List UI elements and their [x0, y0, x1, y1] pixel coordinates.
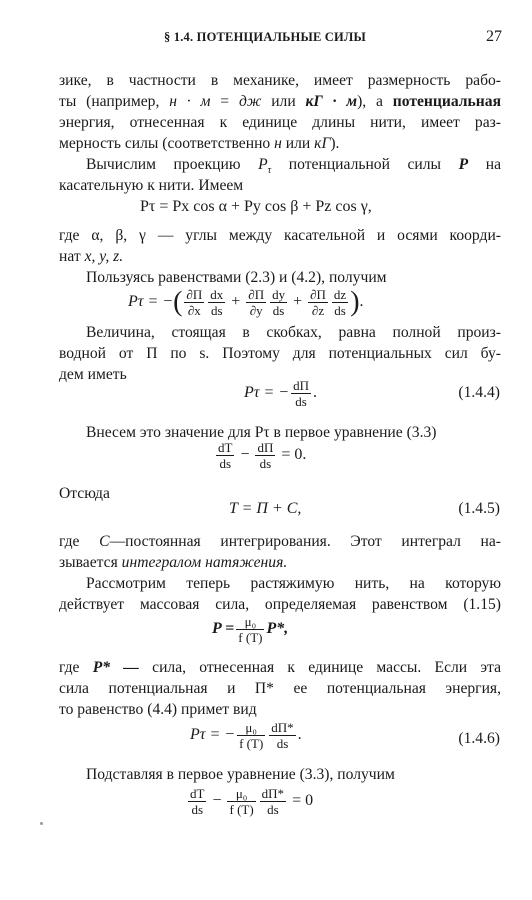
equation-1-4-5: T = П + C, [229, 500, 302, 517]
text-line: то равенство (4.4) примет вид [59, 701, 257, 718]
text-line: Внесем это значение для Pτ в первое уравнение (3.3) [86, 424, 437, 441]
text-line: где P* — сила, отнесенная к единице массы. Если эта [59, 659, 501, 676]
text-line: где C—постоянная интегрирования. Этот интеграл на- [59, 533, 501, 550]
text-line: Рассмотрим теперь растяжимую нить, на которую [86, 575, 501, 592]
equation-number: (1.4.6) [458, 730, 500, 747]
equation-derivative: Pτ = −( $\frac{\partial П}{\partial x}$ $\frac{dx}{ds}$ + $\frac{\partial П}{\partial y}$ $\frac{dy}{ds}$ + $\frac{\partial П}{\partial z}$ $\frac{dz}{ds}$ ). [128, 286, 364, 318]
text-line: нат x, y, z. [59, 248, 124, 265]
text-line: касательную к нити. Имеем [59, 177, 244, 194]
equation-number: (1.4.4) [458, 384, 500, 401]
equation-number: (1.4.5) [458, 500, 500, 517]
text-line: сила потенциальная и П* ее потенциальная энергия, [59, 680, 501, 697]
text-line: дем иметь [59, 366, 127, 383]
text-line: Отсюда [59, 485, 110, 502]
text-line: Вычислим проекцию $P_\tau$ потенциальной силы P на [86, 156, 502, 177]
print-speck [40, 822, 43, 825]
equation-1-4-4: Pτ = − $\frac{dП}{ds}$ . [244, 378, 317, 409]
text-line: действует массовая сила, определяемая равенством (1.15) [59, 596, 501, 613]
text-line: энергия, отнесенная к единице длины нити, имеет раз- [59, 114, 501, 131]
equation-1-4-6: Pτ = − $\frac{\text{μ₀}}{f (T)}$ $\frac{dП*}{ds}$ . [190, 720, 302, 751]
text-line: где α, β, γ — углы между касательной и осями коорди- [59, 227, 501, 244]
text-line: зике, в частности в механике, имеет размерность рабо- [59, 72, 501, 89]
equation-first: $\frac{dT}{ds}$ − $\frac{dП}{ds}$ = 0. [218, 440, 307, 471]
text-line: Подставляя в первое уравнение (3.3), получим [86, 766, 395, 783]
text-line: водной от П по s. Поэтому для потенциальных сил бу- [59, 345, 501, 362]
page-number: 27 [486, 28, 502, 45]
equation-projection: Pτ = Px cos α + Py cos β + Pz cos γ, [140, 198, 372, 215]
equation-final: $\frac{dT}{ds}$ − $\frac{\text{μ₀}}{f (T)}$ $\frac{dП*}{ds}$ = 0 [190, 786, 314, 817]
text-line: ты (например, н · м = дж или кГ · м), а потенциальная [59, 93, 502, 110]
text-line: Пользуясь равенствами (2.3) и (4.2), получим [86, 269, 387, 286]
running-header [0, 28, 532, 48]
section-title: § 1.4. ПОТЕНЦИАЛЬНЫЕ СИЛЫ [164, 30, 366, 44]
equation-mass-force: P = $\frac{\text{μ₀}}{f (T)}$ P*, [212, 614, 289, 645]
text-line: Величина, стоящая в скобках, равна полной произ- [86, 324, 501, 341]
text-line: зывается интегралом натяжения. [59, 554, 288, 571]
text-line: мерность силы (соответственно н или кГ). [59, 135, 340, 152]
